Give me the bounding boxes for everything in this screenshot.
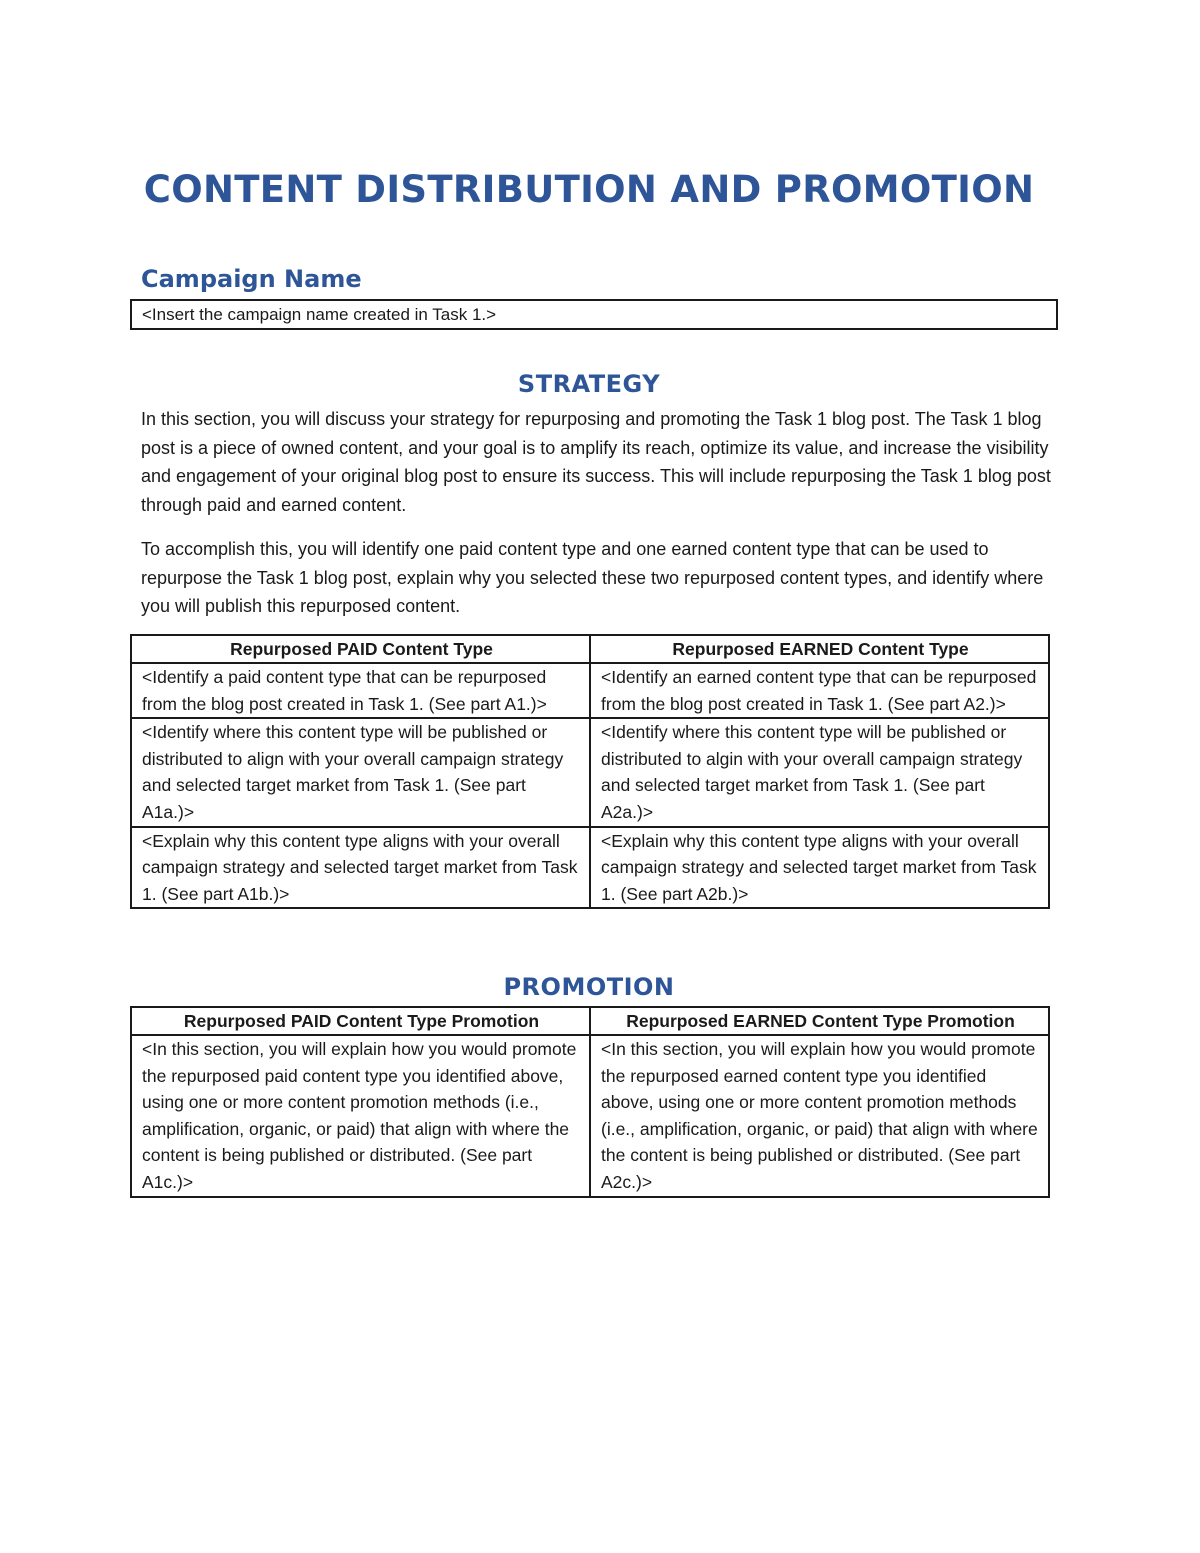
document-title: CONTENT DISTRIBUTION AND PROMOTION: [143, 168, 1035, 211]
strategy-paragraph-2: To accomplish this, you will identify one paid content type and one earned content type that can be used to repurpose the Task 1 blog post, explain why you selected these two repurposed content types, and identify where you will publish this repurposed content.: [141, 539, 1044, 616]
earned-promotion-header: Repurposed EARNED Content Type Promotion: [590, 1007, 1049, 1035]
paid-publish-location-cell[interactable]: <Identify where this content type will be published or distributed to align with your overall campaign strategy and selected target market from Task 1. (See part A1a.)>: [131, 718, 590, 826]
strategy-table: [130, 634, 1050, 909]
strategy-heading: STRATEGY: [517, 370, 661, 398]
table-row: [131, 827, 1049, 909]
earned-alignment-cell[interactable]: <Explain why this content type aligns with your overall campaign strategy and selected target market from Task 1. (See part A2b.)>: [590, 827, 1049, 909]
promotion-heading: PROMOTION: [503, 973, 675, 1001]
table-row: [131, 718, 1049, 826]
earned-content-type-header: Repurposed EARNED Content Type: [590, 635, 1049, 663]
paid-content-type-header: Repurposed PAID Content Type: [131, 635, 590, 663]
paid-promotion-header: Repurposed PAID Content Type Promotion: [131, 1007, 590, 1035]
paid-promotion-cell[interactable]: <In this section, you will explain how you would promote the repurposed paid content type you identified above, using one or more content promotion methods (i.e., amplification, organic, or paid) that align with where the content is being published or distributed. (See part A1c.)>: [131, 1035, 590, 1197]
table-header-row: [131, 635, 1049, 663]
earned-publish-location-cell[interactable]: <Identify where this content type will be published or distributed to algin with your overall campaign strategy and selected target market from Task 1. (See part A2a.)>: [590, 718, 1049, 826]
table-header-row: [131, 1007, 1049, 1035]
campaign-name-field[interactable]: <Insert the campaign name created in Task 1.>: [130, 299, 1058, 330]
paid-content-type-cell[interactable]: <Identify a paid content type that can be repurposed from the blog post created in Task 1. (See part A1.)>: [131, 663, 590, 718]
strategy-paragraph-1: In this section, you will discuss your strategy for repurposing and promoting the Task 1 blog post. The Task 1 blog post is a piece of owned content, and your goal is to amplify its reach, optimize its value, and increase the visibility and engagement of your original blog post to ensure its success. This will include repurposing the Task 1 blog post through paid and earned content.: [141, 409, 1051, 515]
paid-alignment-cell[interactable]: <Explain why this content type aligns with your overall campaign strategy and selected target market from Task 1. (See part A1b.)>: [131, 827, 590, 909]
promotion-table: [130, 1006, 1050, 1198]
table-row: [131, 663, 1049, 718]
earned-content-type-cell[interactable]: <Identify an earned content type that can be repurposed from the blog post created in Task 1. (See part A2.)>: [590, 663, 1049, 718]
table-row: [131, 1035, 1049, 1197]
campaign-name-label: Campaign Name: [141, 265, 362, 293]
earned-promotion-cell[interactable]: <In this section, you will explain how you would promote the repurposed earned content type you identified above, using one or more content promotion methods (i.e., amplification, organic, or paid) that align with where the content is being published or distributed. (See part A2c.)>: [590, 1035, 1049, 1197]
